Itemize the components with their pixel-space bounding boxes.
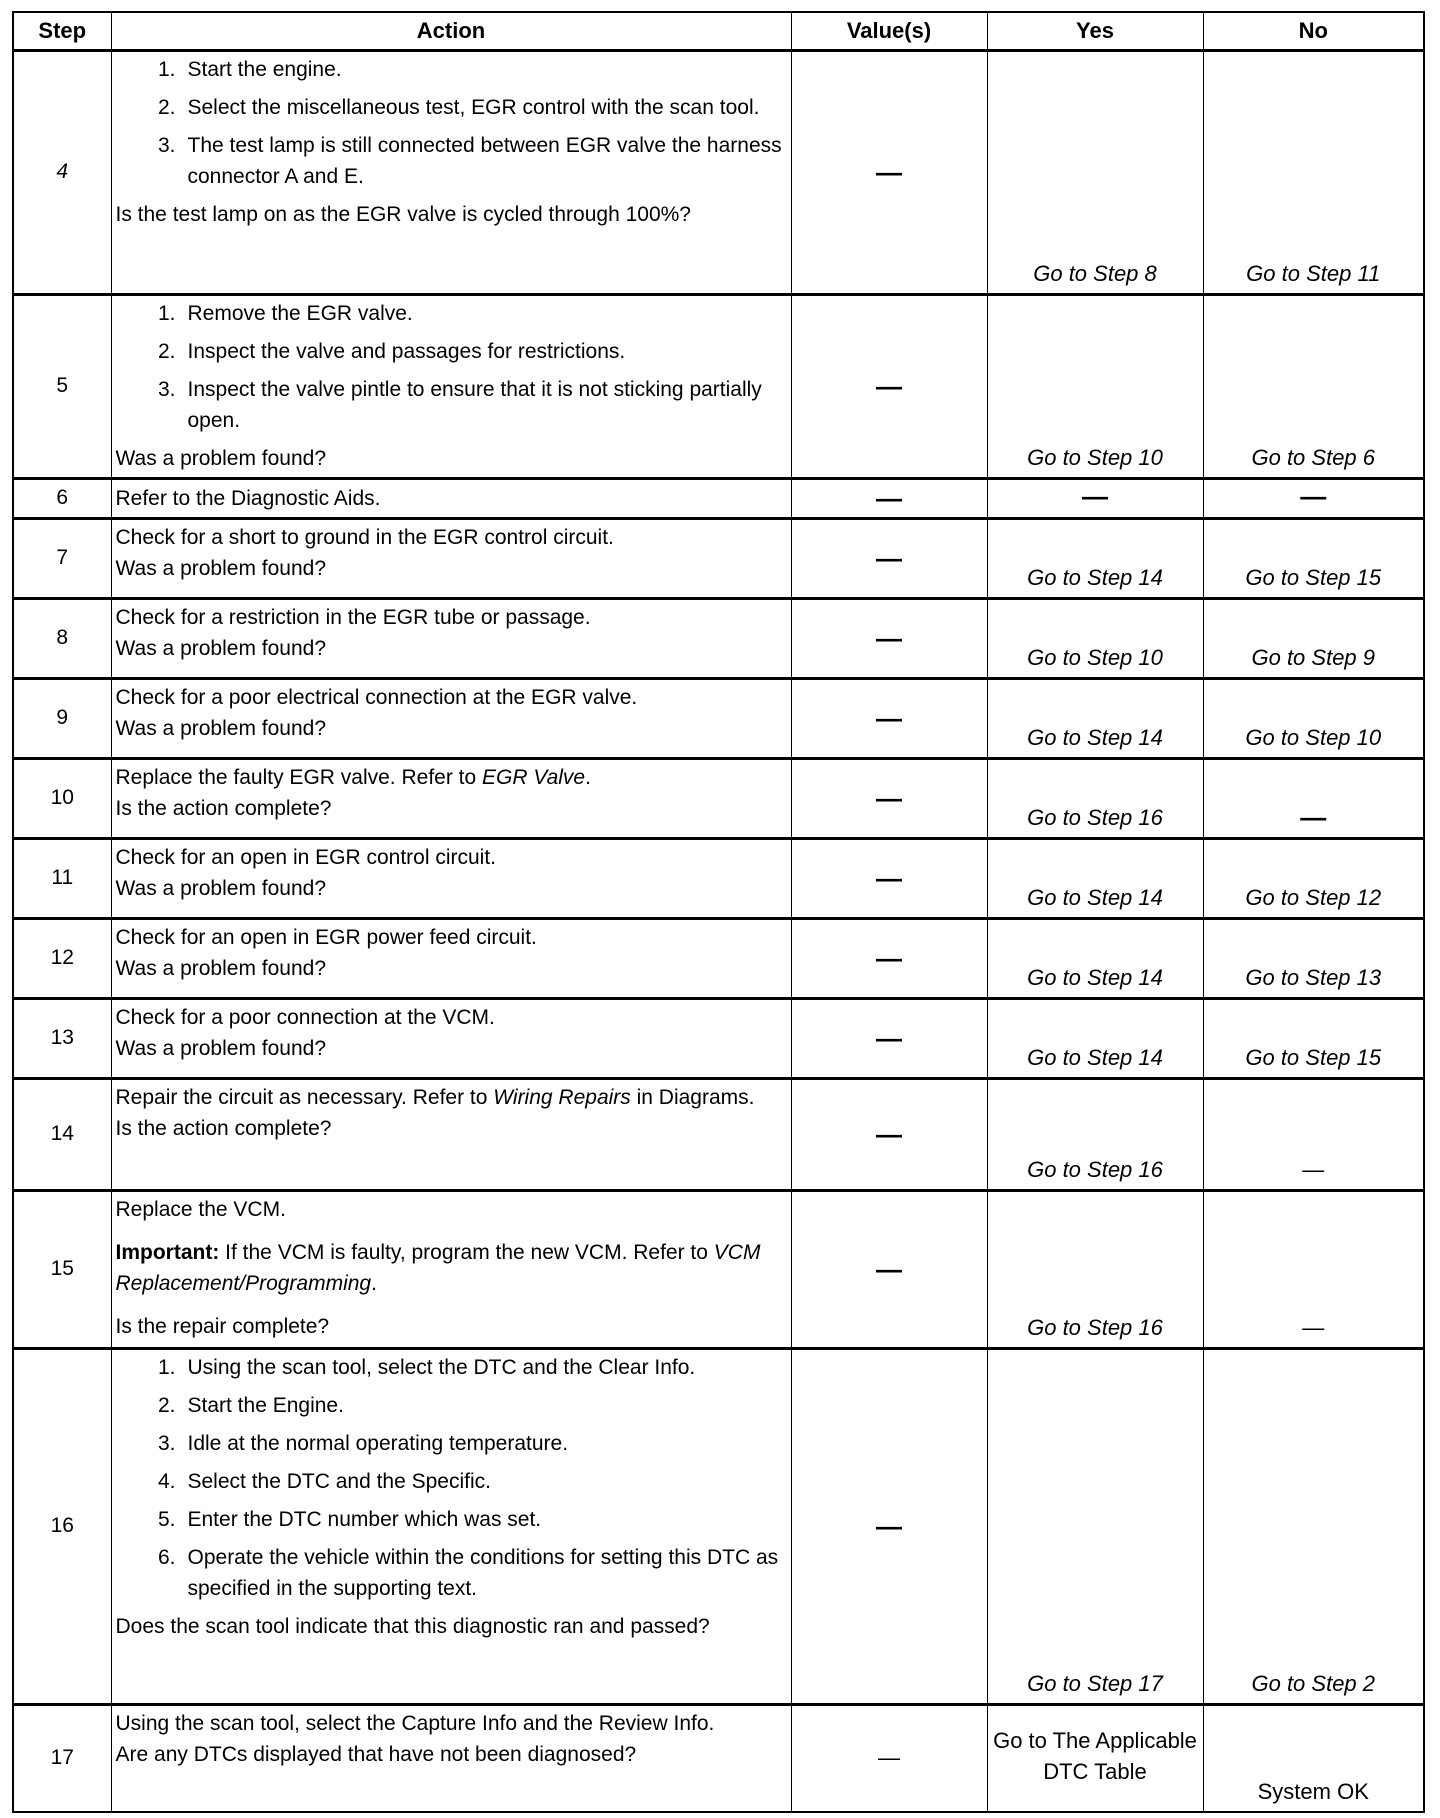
action-text: Check for a restriction in the EGR tube or passage.: [115, 605, 591, 629]
list-text: Inspect the valve pintle to ensure that it is not sticking partially open.: [187, 377, 762, 432]
list-item: [116, 1428, 785, 1459]
action-text: [116, 1082, 785, 1113]
table-row: [13, 478, 1424, 518]
action-text: Check for an open in EGR control circuit.: [115, 845, 497, 869]
value-dash: —: [791, 678, 987, 758]
table-row: [13, 998, 1424, 1078]
action-cell: [111, 50, 791, 294]
question-text: Does the scan tool indicate that this diagnostic ran and passed?: [115, 1614, 710, 1638]
no-link[interactable]: Go to Step 12: [1203, 838, 1424, 918]
header-step: Step: [13, 12, 111, 50]
action-text: Check for a poor electrical connection at the EGR valve.: [115, 685, 638, 709]
yes-link[interactable]: Go to Step 17: [987, 1348, 1203, 1704]
yes-link[interactable]: Go to Step 10: [987, 294, 1203, 478]
list-number: 1.: [157, 57, 176, 81]
no-dash: —: [1203, 1078, 1424, 1190]
question-text: Is the action complete?: [115, 1116, 332, 1140]
action-text: Check for a short to ground in the EGR control circuit.: [115, 525, 614, 549]
no-link[interactable]: Go to Step 15: [1203, 998, 1424, 1078]
list-text: Start the Engine.: [187, 1393, 344, 1417]
no-link[interactable]: Go to Step 9: [1203, 598, 1424, 678]
step-number: 12: [13, 918, 111, 998]
action-cell: [111, 518, 791, 598]
list-item: [116, 1352, 785, 1383]
reference-link[interactable]: Wiring Repairs: [493, 1085, 631, 1109]
list-item: [116, 336, 785, 367]
table-row: [13, 294, 1424, 478]
table-row: [13, 838, 1424, 918]
table-row: [13, 1704, 1424, 1812]
action-cell: [111, 294, 791, 478]
list-text: Inspect the valve and passages for restrictions.: [187, 339, 626, 363]
table-row: [13, 918, 1424, 998]
action-cell: [111, 598, 791, 678]
list-number: 5.: [157, 1507, 176, 1531]
list-item: [116, 92, 785, 123]
list-number: 6.: [157, 1545, 176, 1569]
action-cell: [111, 1348, 791, 1704]
action-text-end: .: [585, 765, 591, 789]
step-list: [116, 298, 785, 436]
action-text: Check for a poor connection at the VCM.: [115, 1005, 495, 1029]
step-number: 6: [13, 478, 111, 518]
yes-link[interactable]: Go to Step 14: [987, 518, 1203, 598]
yes-link[interactable]: Go to Step 8: [987, 50, 1203, 294]
question-text: Was a problem found?: [115, 556, 327, 580]
action-cell: [111, 838, 791, 918]
list-item: [116, 374, 785, 436]
step-number: 17: [13, 1704, 111, 1812]
action-cell: [111, 1704, 791, 1812]
header-row: [13, 12, 1424, 50]
action-cell: [111, 1078, 791, 1190]
value-dash: —: [791, 918, 987, 998]
yes-link[interactable]: Go to Step 16: [987, 1078, 1203, 1190]
value-dash: —: [791, 1348, 987, 1704]
value-dash: —: [791, 598, 987, 678]
no-dash: —: [1203, 758, 1424, 838]
action-text: Replace the VCM.: [115, 1197, 286, 1221]
header-no: No: [1203, 12, 1424, 50]
step-number: 14: [13, 1078, 111, 1190]
table-row: [13, 678, 1424, 758]
yes-link[interactable]: Go to Step 14: [987, 838, 1203, 918]
important-note: [116, 1237, 785, 1299]
action-text: Check for an open in EGR power feed circuit.: [115, 925, 537, 949]
yes-link[interactable]: Go to Step 14: [987, 918, 1203, 998]
list-number: 3.: [157, 377, 176, 401]
question-text: Was a problem found?: [115, 716, 327, 740]
question-text: Was a problem found?: [115, 876, 327, 900]
question-text: Was a problem found?: [115, 446, 327, 470]
step-list: [116, 1352, 785, 1604]
yes-dash: —: [987, 478, 1203, 518]
header-yes: Yes: [987, 12, 1203, 50]
action-cell: [111, 918, 791, 998]
question-text: Was a problem found?: [115, 1036, 327, 1060]
yes-link[interactable]: Go to Step 14: [987, 678, 1203, 758]
action-text: [116, 762, 785, 793]
list-text: Using the scan tool, select the DTC and the Clear Info.: [187, 1355, 696, 1379]
table-row: [13, 1190, 1424, 1348]
action-cell: [111, 758, 791, 838]
reference-link[interactable]: VCM Replacement/Programming: [115, 1240, 761, 1295]
list-number: 2.: [157, 339, 176, 363]
list-number: 1.: [157, 301, 176, 325]
action-text-main: Replace the faulty EGR valve. Refer to: [115, 765, 483, 789]
value-dash: —: [791, 1704, 987, 1812]
diagnostic-table: [12, 11, 1425, 1813]
step-number: 13: [13, 998, 111, 1078]
action-text-end: in Diagrams.: [630, 1085, 755, 1109]
value-dash: —: [791, 518, 987, 598]
no-dash: —: [1203, 478, 1424, 518]
yes-link[interactable]: Go to Step 10: [987, 598, 1203, 678]
step-number: 11: [13, 838, 111, 918]
no-link[interactable]: Go to Step 10: [1203, 678, 1424, 758]
no-link[interactable]: Go to Step 13: [1203, 918, 1424, 998]
list-item: [116, 298, 785, 329]
no-dash: —: [1203, 1190, 1424, 1348]
step-number: 4: [13, 50, 111, 294]
important-text-end: .: [371, 1271, 377, 1295]
list-number: 1.: [157, 1355, 176, 1379]
list-number: 3.: [157, 133, 176, 157]
action-text: Refer to the Diagnostic Aids.: [111, 478, 791, 518]
step-list: [116, 54, 785, 192]
value-dash: —: [791, 294, 987, 478]
list-text: Select the DTC and the Specific.: [187, 1469, 491, 1493]
list-number: 2.: [157, 1393, 176, 1417]
action-text-main: Repair the circuit as necessary. Refer to: [115, 1085, 494, 1109]
step-number: 15: [13, 1190, 111, 1348]
step-number: 16: [13, 1348, 111, 1704]
list-text: Select the miscellaneous test, EGR control with the scan tool.: [187, 95, 760, 119]
value-dash: —: [791, 998, 987, 1078]
question-text: Is the test lamp on as the EGR valve is cycled through 100%?: [115, 202, 691, 226]
step-number: 7: [13, 518, 111, 598]
table-row: [13, 1078, 1424, 1190]
list-item: [116, 54, 785, 85]
list-text: Enter the DTC number which was set.: [187, 1507, 542, 1531]
table-row: [13, 1348, 1424, 1704]
yes-link[interactable]: Go to Step 14: [987, 998, 1203, 1078]
question-text: Was a problem found?: [115, 956, 327, 980]
action-cell: [111, 1190, 791, 1348]
table-row: [13, 518, 1424, 598]
step-number: 8: [13, 598, 111, 678]
no-link[interactable]: Go to Step 15: [1203, 518, 1424, 598]
list-number: 3.: [157, 1431, 176, 1455]
no-result: System OK: [1203, 1704, 1424, 1812]
table-row: [13, 758, 1424, 838]
question-text: Is the repair complete?: [115, 1314, 330, 1338]
value-dash: —: [791, 838, 987, 918]
table-row: [13, 50, 1424, 294]
step-number: 5: [13, 294, 111, 478]
header-action: Action: [111, 12, 791, 50]
header-values: Value(s): [791, 12, 987, 50]
value-dash: —: [791, 758, 987, 838]
list-item: [116, 130, 785, 192]
important-text: If the VCM is faulty, program the new VCM. Refer to: [219, 1240, 714, 1264]
value-dash: —: [791, 478, 987, 518]
yes-link[interactable]: Go to The Applicable DTC Table: [987, 1704, 1203, 1812]
value-dash: —: [791, 50, 987, 294]
action-cell: [111, 998, 791, 1078]
list-number: 4.: [157, 1469, 176, 1493]
action-text: Using the scan tool, select the Capture Info and the Review Info.: [115, 1711, 715, 1735]
list-item: [116, 1466, 785, 1497]
step-number: 9: [13, 678, 111, 758]
no-link[interactable]: Go to Step 2: [1203, 1348, 1424, 1704]
question-text: Are any DTCs displayed that have not been diagnosed?: [115, 1742, 637, 1766]
list-item: [116, 1542, 785, 1604]
list-text: The test lamp is still connected between EGR valve the harness connector A and E.: [187, 133, 782, 188]
yes-link[interactable]: Go to Step 16: [987, 758, 1203, 838]
list-item: [116, 1504, 785, 1535]
no-link[interactable]: Go to Step 6: [1203, 294, 1424, 478]
list-text: Idle at the normal operating temperature.: [187, 1431, 569, 1455]
value-dash: —: [791, 1190, 987, 1348]
list-text: Start the engine.: [187, 57, 342, 81]
list-text: Remove the EGR valve.: [187, 301, 413, 325]
important-label: Important:: [115, 1240, 220, 1264]
value-dash: —: [791, 1078, 987, 1190]
list-text: Operate the vehicle within the conditions for setting this DTC as specified in the supporting text.: [187, 1545, 779, 1600]
reference-link[interactable]: EGR Valve: [482, 765, 586, 789]
yes-link[interactable]: Go to Step 16: [987, 1190, 1203, 1348]
question-text: Is the action complete?: [115, 796, 332, 820]
action-cell: [111, 678, 791, 758]
question-text: Was a problem found?: [115, 636, 327, 660]
list-item: [116, 1390, 785, 1421]
table-row: [13, 598, 1424, 678]
step-number: 10: [13, 758, 111, 838]
no-link[interactable]: Go to Step 11: [1203, 50, 1424, 294]
list-number: 2.: [157, 95, 176, 119]
